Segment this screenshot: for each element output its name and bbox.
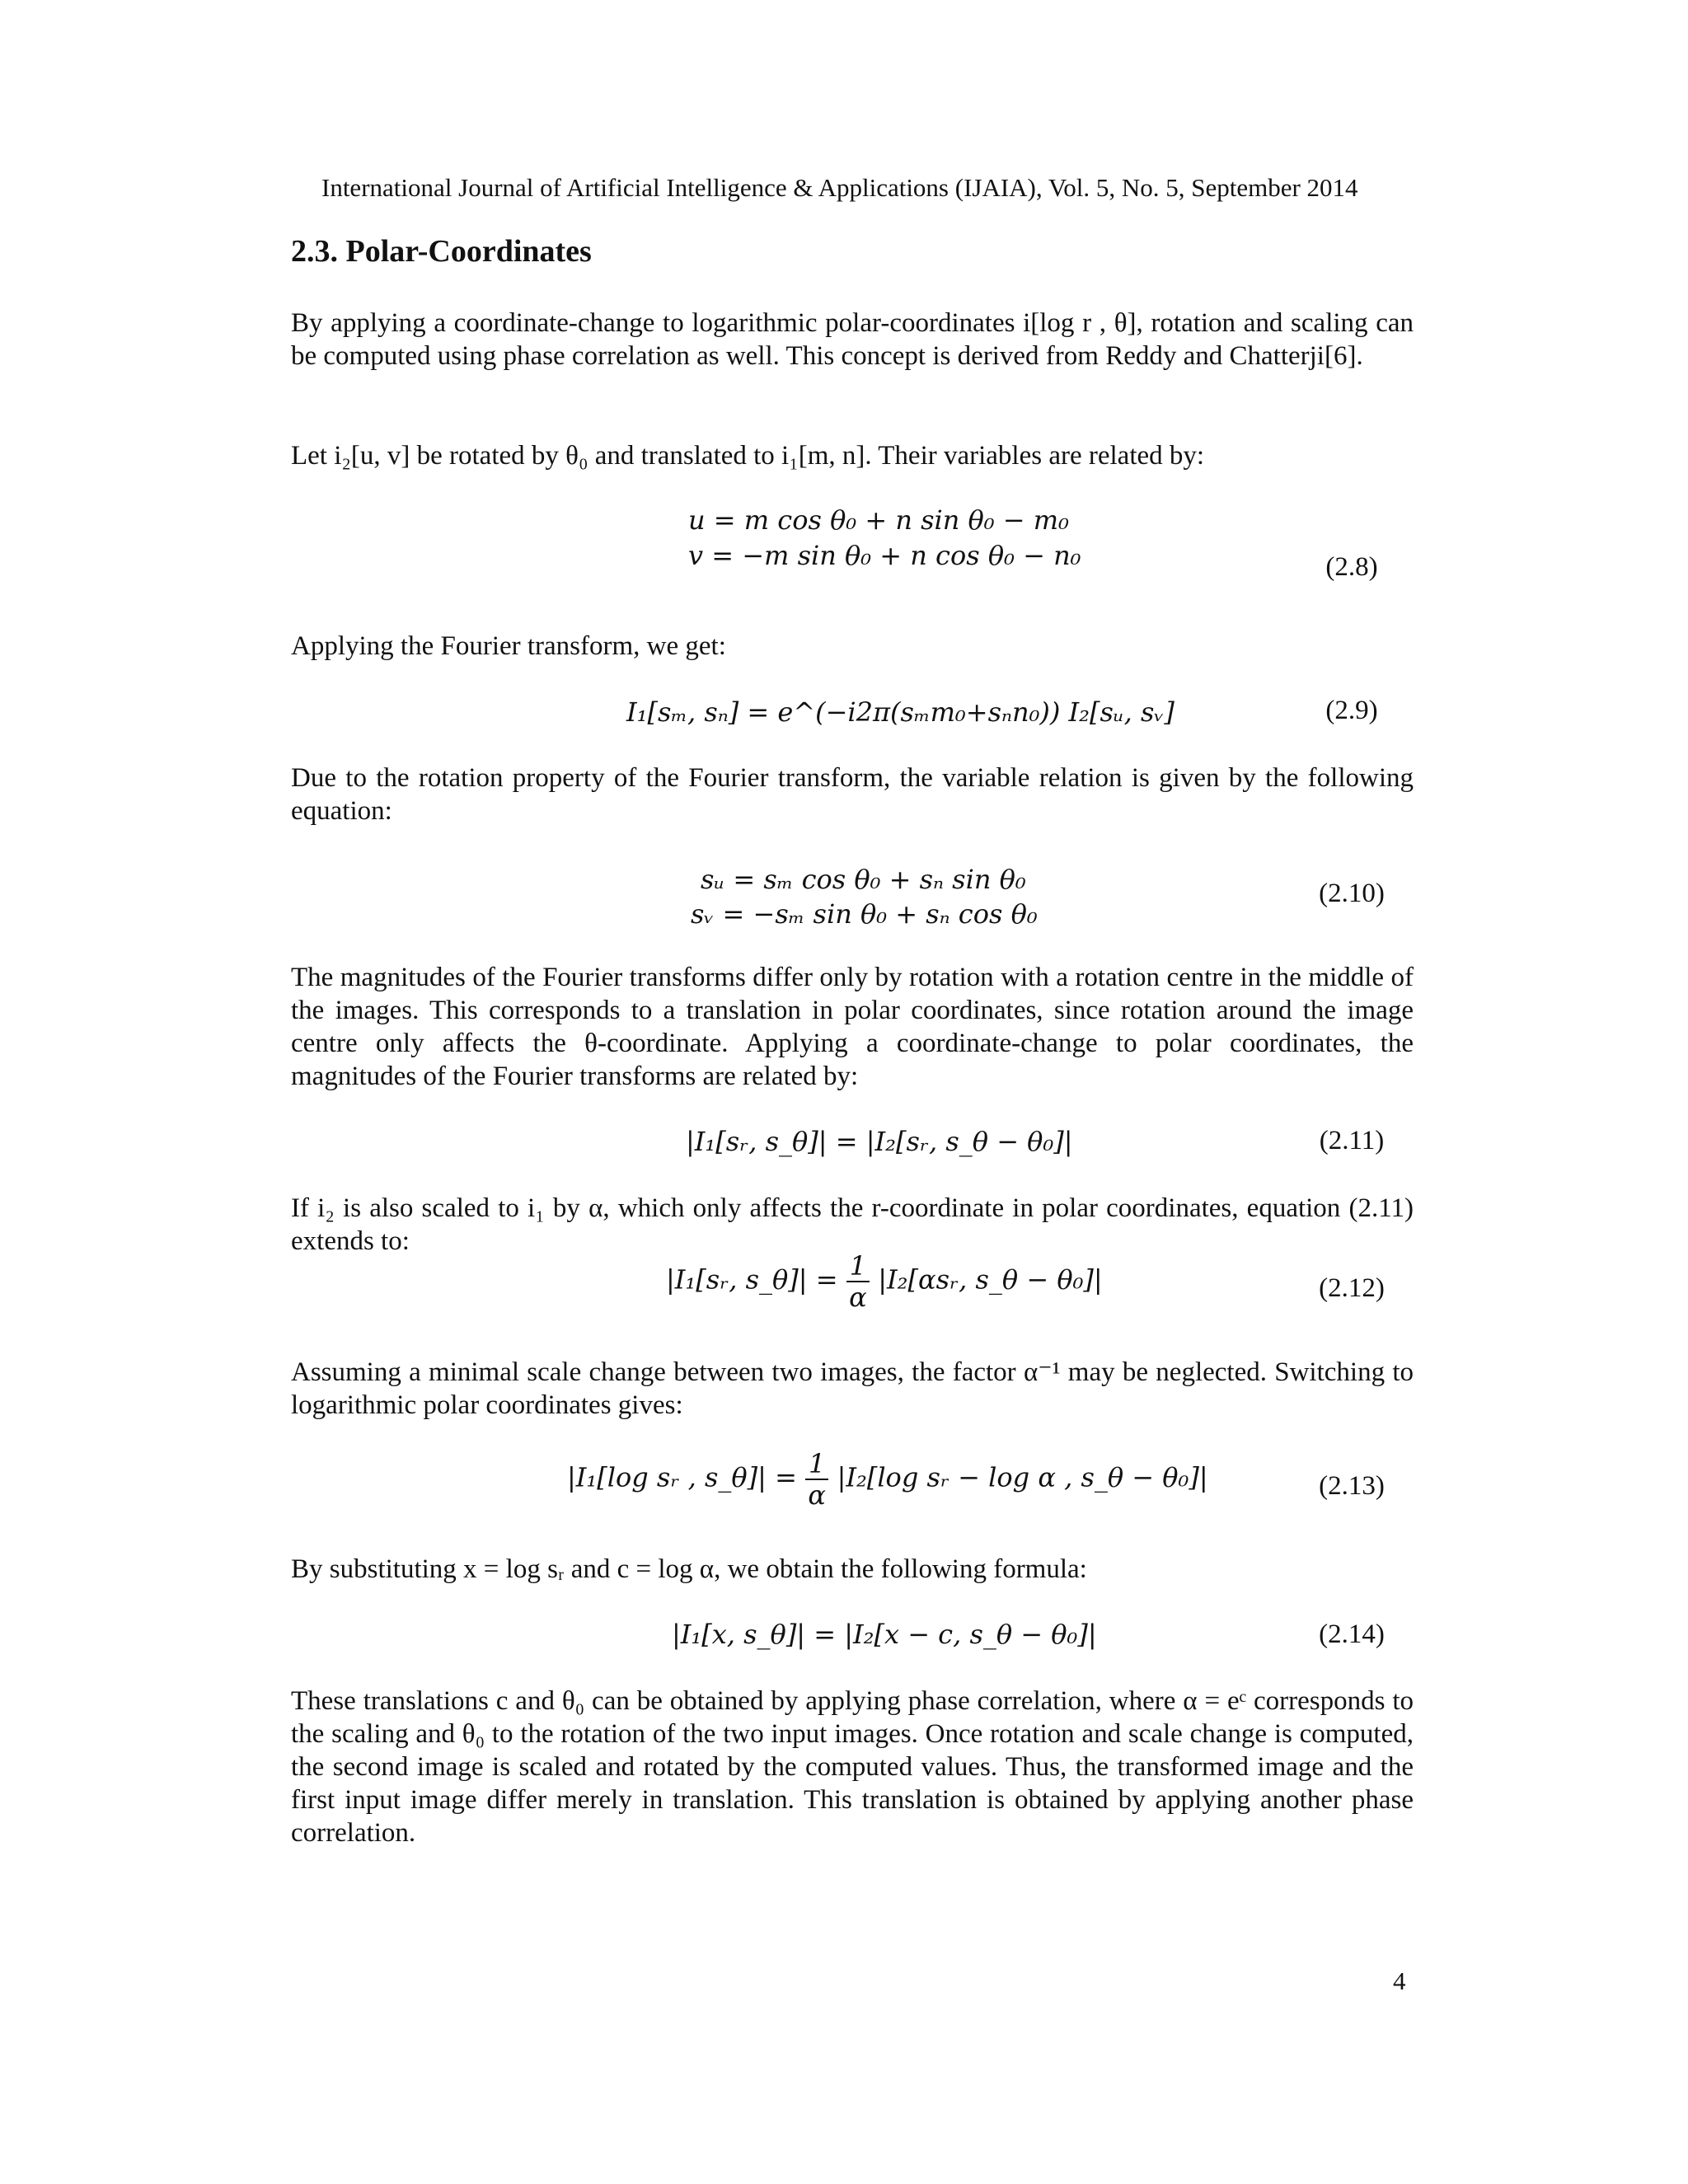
- paragraph-minimal-scale: Assuming a minimal scale change between two images, the factor α⁻¹ may be neglected. Switching to logarithmic polar coordinates gives:: [291, 1357, 1414, 1420]
- equation-2-14: |I₁[x, s_θ]| = |I₂[x − c, s_θ − θ₀]|: [672, 1619, 1097, 1650]
- section-title: 2.3. Polar-Coordinates: [291, 234, 592, 269]
- equation-2-13-left: |I₁[log sᵣ , s_θ]| =: [567, 1461, 797, 1493]
- paragraph-intro: By applying a coordinate-change to logarithmic polar-coordinates i[log r , θ], rotation and scaling can be computed using phase correlation as well. This concept is derived from Reddy and Chatterji[6].: [291, 308, 1414, 371]
- fraction-numerator: 1: [805, 1449, 828, 1480]
- equation-number-2-14: (2.14): [1319, 1619, 1385, 1649]
- equation-2-12-fraction: [846, 1251, 870, 1312]
- equation-number-2-10: (2.10): [1319, 879, 1385, 908]
- equation-2-12-left: |I₁[sᵣ, s_θ]| =: [666, 1263, 838, 1296]
- equation-2-11: |I₁[sᵣ, s_θ]| = |I₂[sᵣ, s_θ − θ₀]|: [686, 1126, 1073, 1157]
- equation-2-13-fraction: [805, 1449, 828, 1510]
- equation-2-8-line1: u = m cos θ₀ + n sin θ₀ − m₀: [688, 504, 1069, 536]
- equation-2-10-line1: sᵤ = sₘ cos θ₀ + sₙ sin θ₀: [701, 864, 1026, 895]
- equation-2-10-line2: sᵥ = −sₘ sin θ₀ + sₙ cos θ₀: [691, 898, 1038, 930]
- equation-2-12: [666, 1251, 1103, 1312]
- fraction-numerator: 1: [846, 1251, 870, 1282]
- equation-2-9: I₁[sₘ, sₙ] = e^(−i2π(sₘm₀+sₙn₀)) I₂[sᵤ, sᵥ]: [626, 696, 1175, 728]
- equation-2-8-line2: v = −m sin θ₀ + n cos θ₀ − n₀: [688, 540, 1081, 571]
- equation-2-13-right: |I₂[log sᵣ − log α , s_θ − θ₀]|: [837, 1461, 1208, 1493]
- fraction-denominator: α: [849, 1282, 867, 1313]
- fraction-denominator: α: [808, 1479, 827, 1511]
- paragraph-magnitudes: The magnitudes of the Fourier transforms differ only by rotation with a rotation centre in the middle of the images. This corresponds to a translation in polar coordinates, since rotation around the image centre only affects the θ-coordinate. Applying a coordinate-change to polar coordinates, the magnitudes of the Fourier transforms are related by:: [291, 963, 1414, 1091]
- paragraph-fourier: Applying the Fourier transform, we get:: [291, 631, 726, 661]
- journal-header: International Journal of Artificial Intelligence & Applications (IJAIA), Vol. 5, No. 5, September 2014: [321, 173, 1358, 202]
- equation-2-13: [567, 1449, 1208, 1510]
- equation-number-2-9: (2.9): [1325, 696, 1378, 725]
- paragraph-rotation: Let i₂[u, v] be rotated by θ₀ and translated to i₁[m, n]. Their variables are related by:: [291, 441, 1205, 471]
- paragraph-scaling: If i₂ is also scaled to i₁ by α, which only affects the r-coordinate in polar coordinates, equation (2.11) extends to:: [291, 1193, 1414, 1256]
- equation-number-2-11: (2.11): [1319, 1126, 1385, 1155]
- equation-number-2-13: (2.13): [1319, 1471, 1385, 1501]
- equation-number-2-12: (2.12): [1319, 1273, 1385, 1303]
- paragraph-rotation-property: Due to the rotation property of the Fourier transform, the variable relation is given by the following equation:: [291, 763, 1414, 826]
- equation-2-12-right: |I₂[αsᵣ, s_θ − θ₀]|: [878, 1263, 1103, 1296]
- page-number: 4: [1393, 1966, 1406, 1995]
- equation-number-2-8: (2.8): [1325, 552, 1378, 582]
- paragraph-conclusion: These translations c and θ₀ can be obtained by applying phase correlation, where α = eᶜ corresponds to the scaling and θ₀ to the rotation of the two input images. Once rotation and scale change is computed, the second image is scaled and rotated by the computed values. Thus, the transformed image and the first input image differ merely in translation. This translation is obtained by applying another phase correlation.: [291, 1686, 1414, 1848]
- paragraph-substitution: By substituting x = log sᵣ and c = log α, we obtain the following formula:: [291, 1554, 1087, 1584]
